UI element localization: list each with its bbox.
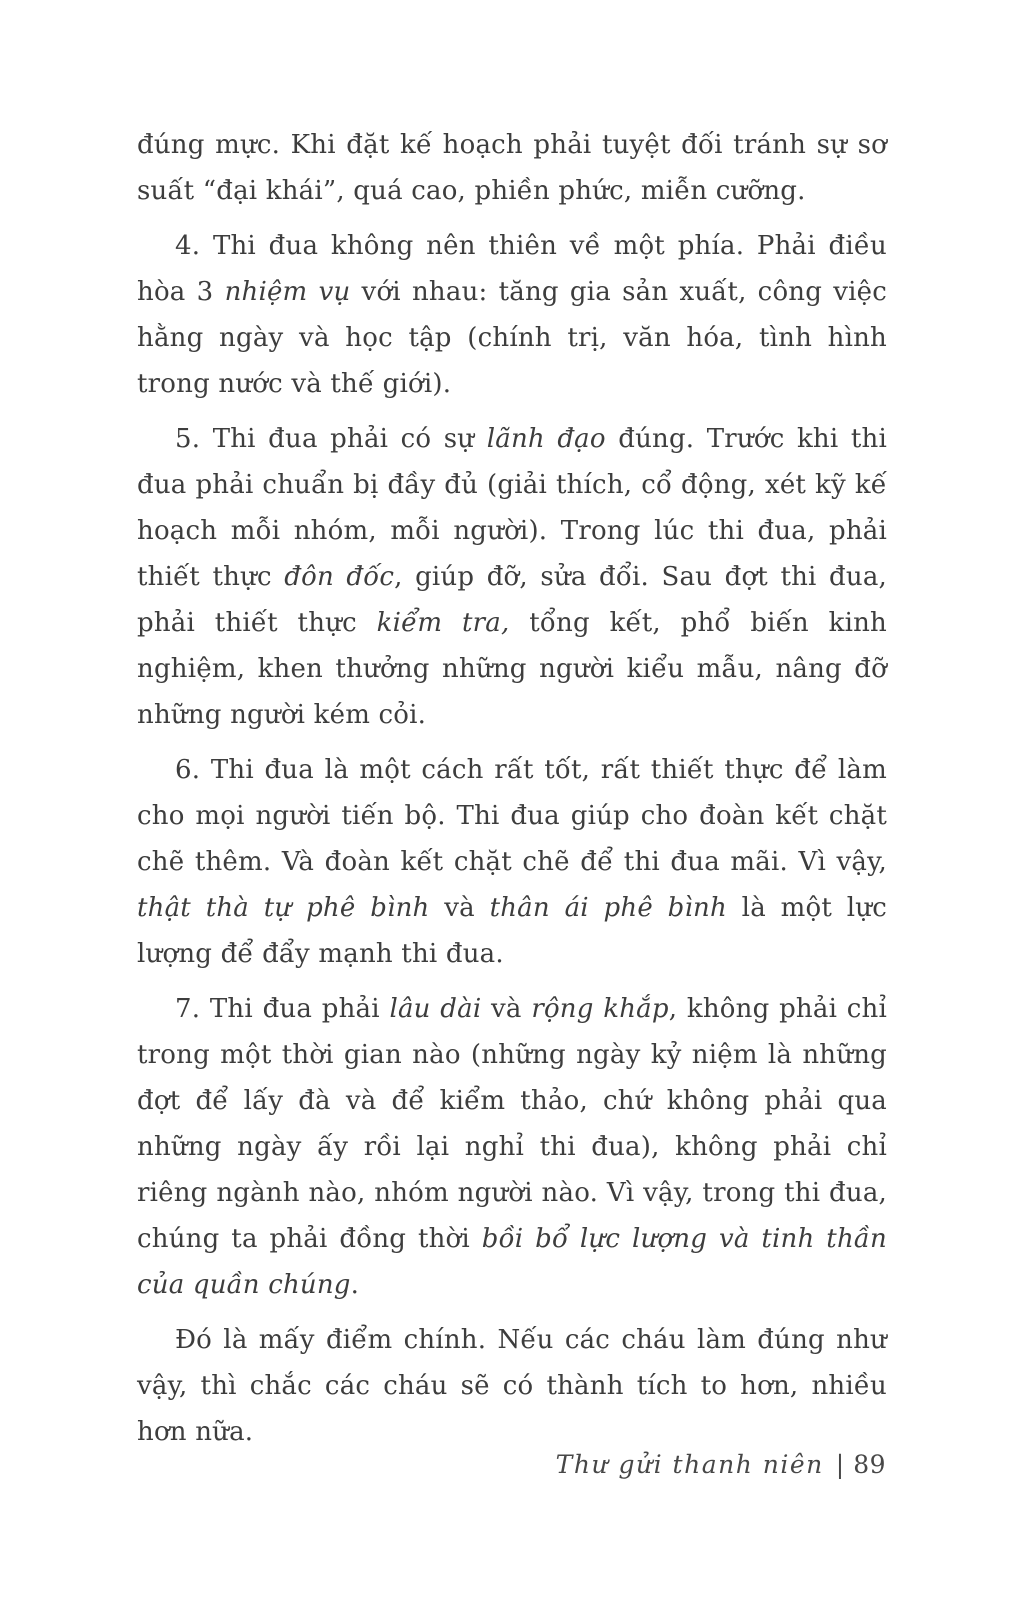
text-segment: đúng mực. Khi đặt kế hoạch phải tuyệt đối tránh sự sơ suất “đại khái”, quá cao, phiền phức, miễn cưỡng. [137,130,887,206]
page-footer [556,1448,886,1482]
italic-text-segment: kiểm tra, [376,608,510,638]
text-segment: Đó là mấy điểm chính. Nếu các cháu làm đúng như vậy, thì chắc các cháu sẽ có thành tích to hơn, nhiều hơn nữa. [137,1325,887,1447]
paragraph-1 [137,122,887,214]
text-block [137,122,887,1455]
italic-text-segment: bồi bổ lực lượng và tinh thần của quần chúng [137,1224,887,1300]
running-title: Thư gửi thanh niên [555,1450,824,1479]
text-segment: và [429,893,490,923]
italic-text-segment: thật thà tự phê bình [137,893,430,923]
paragraph-3 [137,416,887,738]
paragraph-6 [137,1317,887,1455]
paragraph-5 [137,986,887,1308]
text-segment: 5. Thi đua phải có sự [175,424,487,454]
page-number: 89 [853,1450,886,1479]
italic-text-segment: lâu dài [389,994,482,1024]
text-segment: 4. Thi đua không nên thiên về một phía. Phải điều hòa 3 [137,231,887,307]
italic-text-segment: thân ái phê bình [489,893,727,923]
text-segment: , không phải chỉ trong một thời gian nào (những ngày kỷ niệm là những đợt để lấy đà và để kiểm thảo, chứ không phải qua những ngày ấy rồi lại nghỉ thi đua), không phải chỉ riêng ngành nào, nhóm người nào. Vì vậy, trong thi đua, chúng ta phải đồng thời [137,994,887,1254]
text-segment: và [481,994,532,1024]
text-segment: 7. Thi đua phải [175,994,390,1024]
italic-text-segment: nhiệm vụ [224,277,351,307]
text-segment: , giúp đỡ, sửa đổi. Sau đợt thi đua, phải thiết thực [137,562,888,638]
paragraph-2 [137,223,887,407]
italic-text-segment: rộng khắp [531,994,669,1024]
italic-text-segment: đôn đốc [284,562,395,592]
italic-text-segment: lãnh đạo [486,424,606,454]
footer-separator: | [835,1450,845,1479]
paragraph-4 [137,747,887,977]
text-segment: . [350,1270,360,1300]
text-segment: 6. Thi đua là một cách rất tốt, rất thiết thực để làm cho mọi người tiến bộ. Thi đua giúp cho đoàn kết chặt chẽ thêm. Và đoàn kết chặt chẽ để thi đua mãi. Vì vậy, [137,755,887,877]
text-segment: tổng kết, phổ biến kinh nghiệm, khen thưởng những người kiểu mẫu, nâng đỡ những người kém cỏi. [137,608,888,730]
text-segment: là một lực lượng để đẩy mạnh thi đua. [137,893,887,969]
text-segment: với nhau: tăng gia sản xuất, công việc hằng ngày và học tập (chính trị, văn hóa, tình hình trong nước và thế giới). [137,277,887,399]
text-segment: đúng. Trước khi thi đua phải chuẩn bị đầy đủ (giải thích, cổ động, xét kỹ kế hoạch mỗi nhóm, mỗi người). Trong lúc thi đua, phải thiết thực [137,424,887,592]
